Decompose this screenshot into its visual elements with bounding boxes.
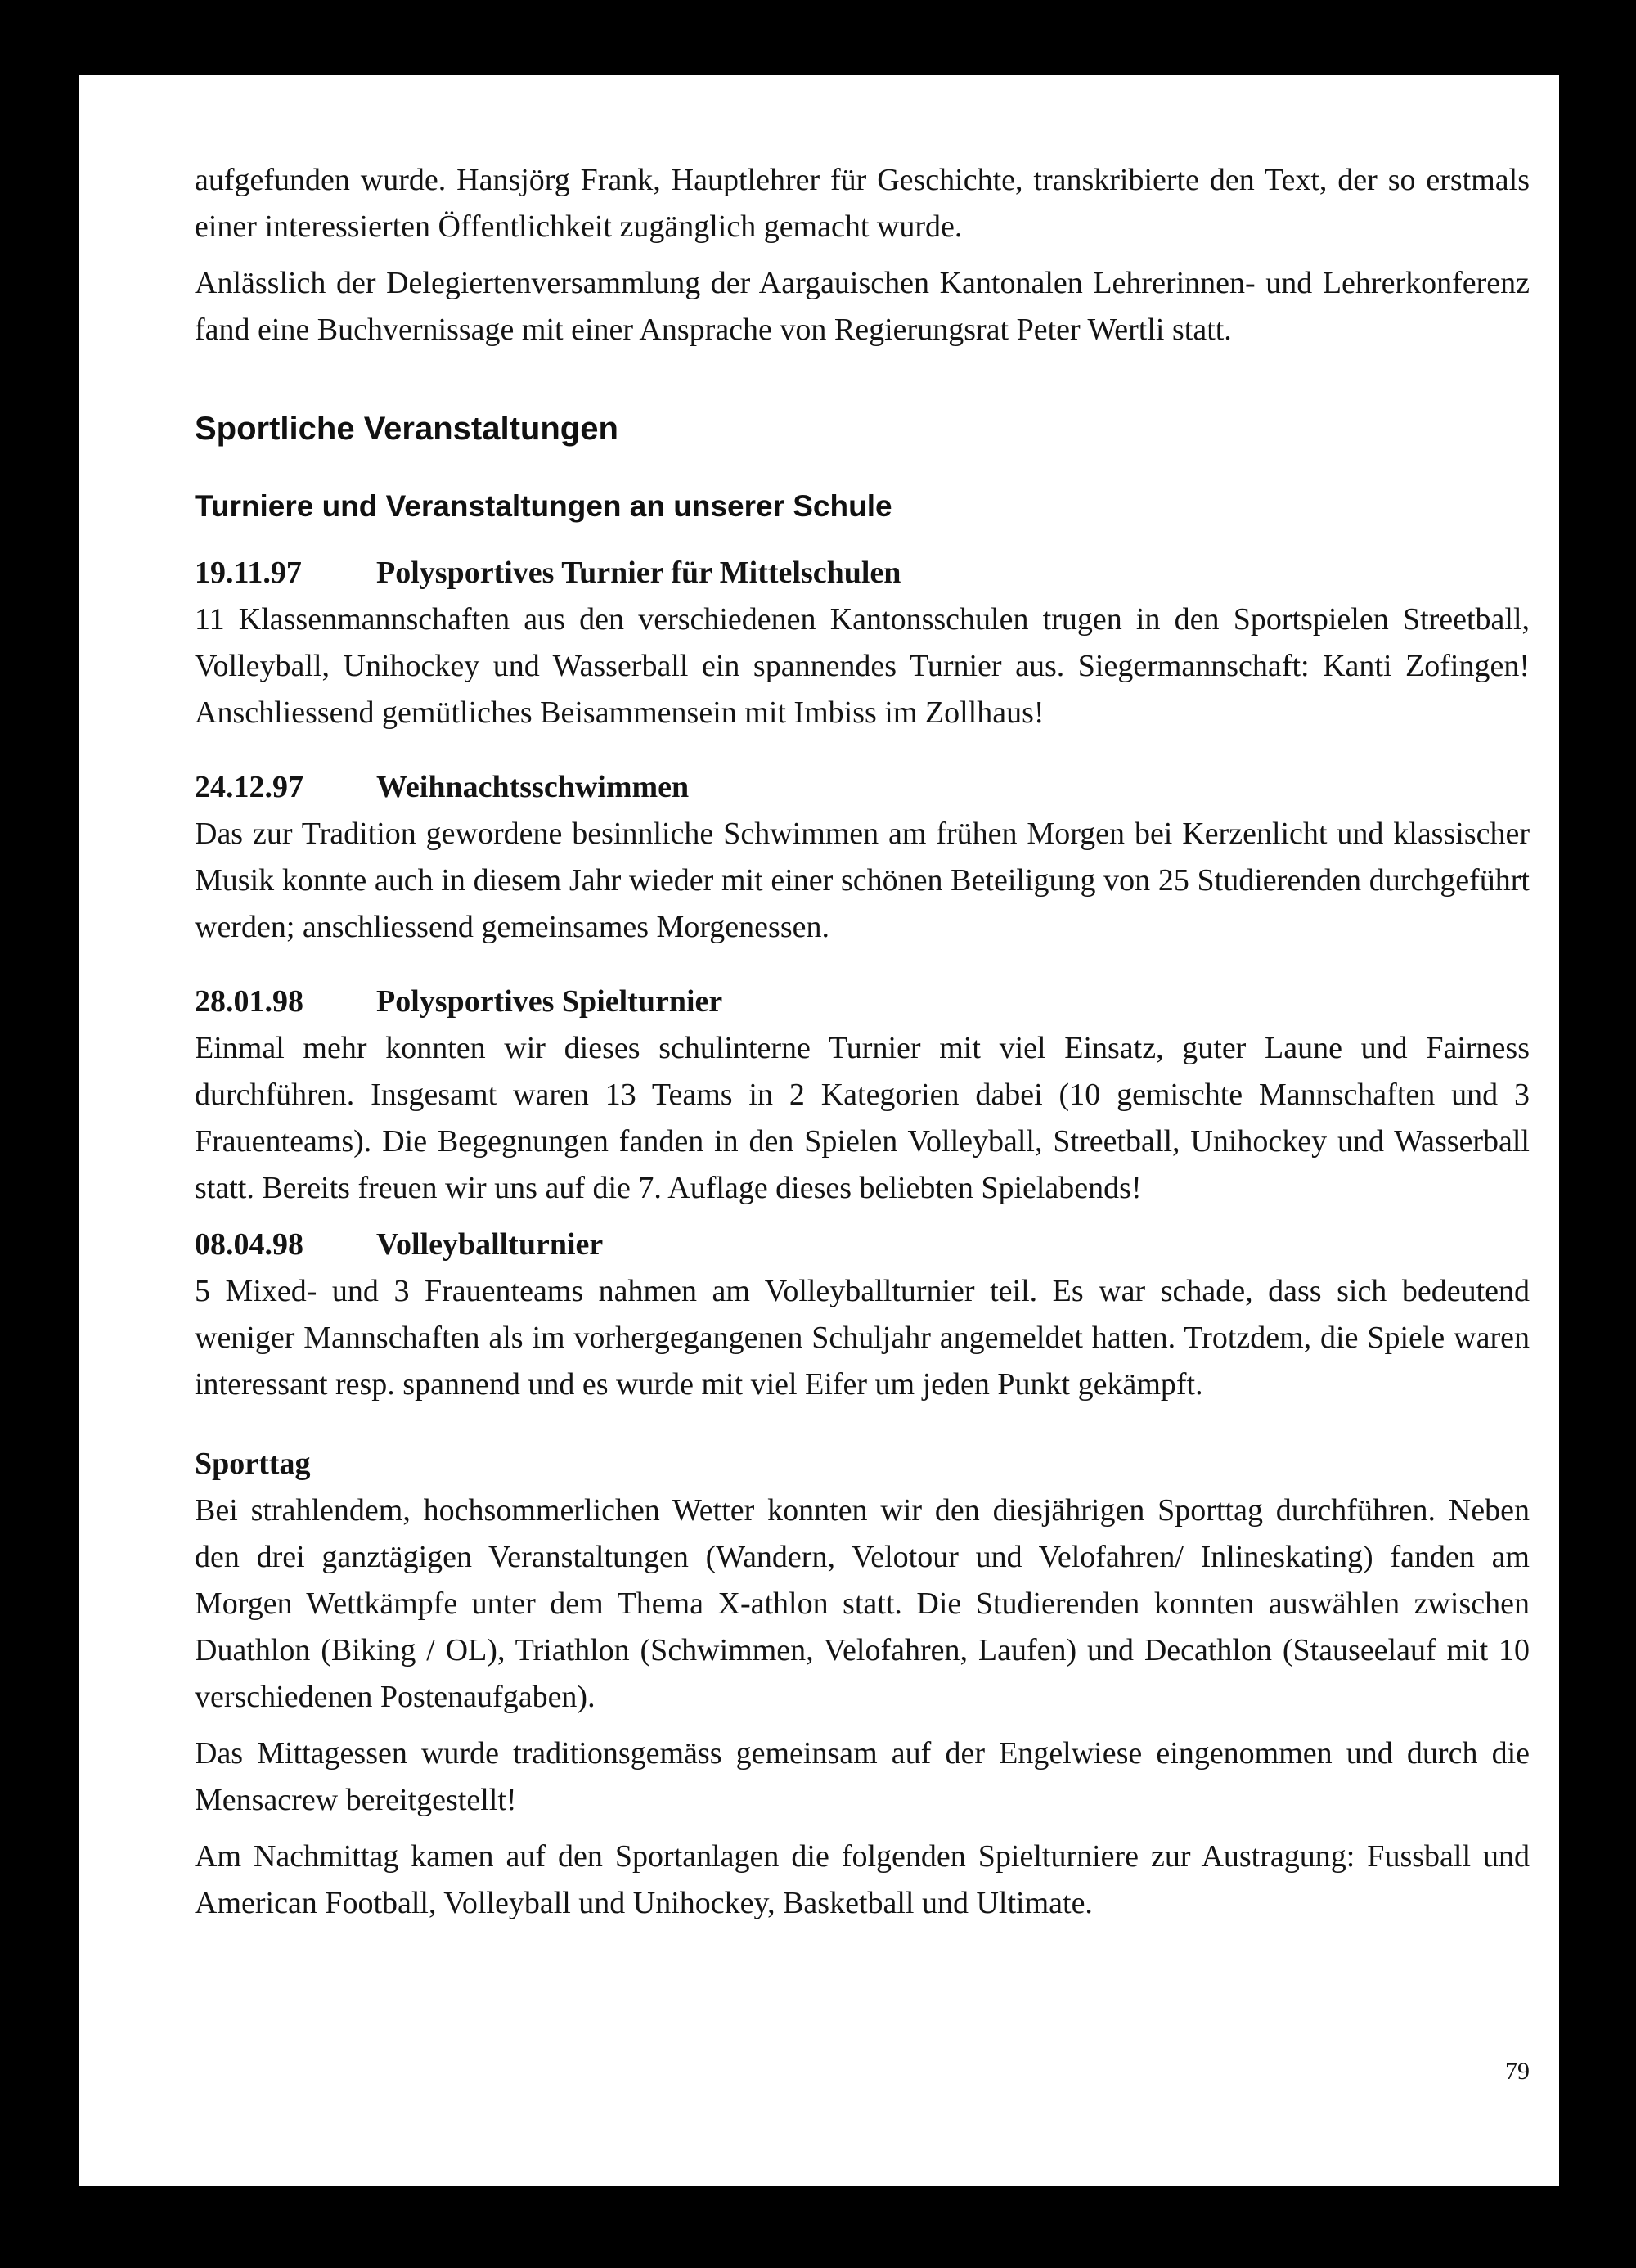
entry-date: 19.11.97 — [195, 556, 302, 590]
entry-heading — [195, 550, 1530, 596]
subsection-title: Turniere und Veranstaltungen an unserer Schule — [195, 489, 892, 523]
entry-date: 24.12.97 — [195, 770, 303, 804]
entry-title: Polysportives Turnier für Mittelschulen — [376, 556, 901, 590]
sporttag-paragraph-1: Bei strahlendem, hochsommerlichen Wetter konnten wir den diesjährigen Sporttag durchführen. Neben den drei ganztägigen Veranstaltungen (Wandern, Velotour und Velofahren/ Inlineskating) fanden am Morgen Wettkämpfe unter dem Thema X-athlon statt. Die Studierenden konnten auswählen zwischen Duathlon (Biking / OL), Triathlon (Schwimmen, Velofahren, Laufen) und Decathlon (Stauseelauf mit 10 verschiedenen Postenaufgaben). — [195, 1493, 1530, 1714]
entry-volleyballturnier — [195, 1222, 1530, 1408]
intro-paragraph-2: Anlässlich der Delegiertenversammlung der Aargauischen Kantonalen Lehrerinnen- und Lehrerkonferenz fand eine Buchvernissage mit einer Ansprache von Regierungsrat Peter Wertli statt. — [195, 266, 1530, 347]
entry-text: Das zur Tradition gewordene besinnliche Schwimmen am frühen Morgen bei Kerzenlicht und klassischer Musik konnte auch in diesem Jahr wieder mit einer schönen Beteiligung von 25 Studierenden durchgeführt werden; anschliessend gemeinsames Morgenessen. — [195, 817, 1530, 944]
entry-title: Polysportives Spielturnier — [376, 984, 723, 1019]
entry-heading — [195, 979, 1530, 1025]
entry-polysportives-turnier — [195, 550, 1530, 736]
entry-text: 5 Mixed- und 3 Frauenteams nahmen am Volleyballturnier teil. Es war schade, dass sich bedeutend weniger Mannschaften als im vorhergegangenen Schuljahr angemeldet hatten. Trotzdem, die Spiele waren interessant resp. spannend und es wurde mit viel Eifer um jeden Punkt gekämpft. — [195, 1274, 1530, 1402]
entry-weihnachtsschwimmen — [195, 764, 1530, 951]
entry-title: Weihnachtsschwimmen — [376, 770, 690, 804]
page-content — [195, 157, 1530, 1927]
document-page — [79, 75, 1559, 2186]
entry-spielturnier — [195, 979, 1530, 1212]
entry-text: 11 Klassenmannschaften aus den verschiedenen Kantonsschulen trugen in den Sportspielen Streetball, Volleyball, Unihockey und Wasserball ein spannendes Turnier aus. Siegermannschaft: Kanti Zofingen! Anschliessend gemütliches Beisammensein mit Imbiss im Zollhaus! — [195, 602, 1530, 730]
sporttag-paragraph-2: Das Mittagessen wurde traditionsgemäss gemeinsam auf der Engelwiese eingenommen und durch die Mensacrew bereitgestellt! — [195, 1736, 1530, 1817]
entry-date: 28.01.98 — [195, 984, 303, 1019]
entry-heading — [195, 764, 1530, 811]
entry-text: Einmal mehr konnten wir dieses schulinterne Turnier mit viel Einsatz, guter Laune und Fairness durchführen. Insgesamt waren 13 Teams in 2 Kategorien dabei (10 gemischte Mannschaften und 3 Frauenteams). Die Begegnungen fanden in den Spielen Volleyball, Streetball, Unihockey und Wasserball statt. Bereits freuen wir uns auf die 7. Auflage dieses beliebten Spielabends! — [195, 1031, 1530, 1205]
entry-title: Volleyballturnier — [376, 1227, 604, 1262]
entry-heading — [195, 1222, 1530, 1268]
sporttag-paragraph-3: Am Nachmittag kamen auf den Sportanlagen die folgenden Spielturniere zur Austragung: Fussball und American Football, Volleyball und Unihockey, Basketball und Ultimate. — [195, 1839, 1530, 1920]
sporttag-heading: Sporttag — [195, 1447, 311, 1481]
page-number: 79 — [1505, 2058, 1530, 2085]
entry-date: 08.04.98 — [195, 1227, 303, 1262]
intro-paragraph-1: aufgefunden wurde. Hansjörg Frank, Hauptlehrer für Geschichte, transkribierte den Text, der so erstmals einer interessierten Öffentlichkeit zugänglich gemacht wurde. — [195, 163, 1530, 244]
section-title: Sportliche Veranstaltungen — [195, 411, 618, 447]
